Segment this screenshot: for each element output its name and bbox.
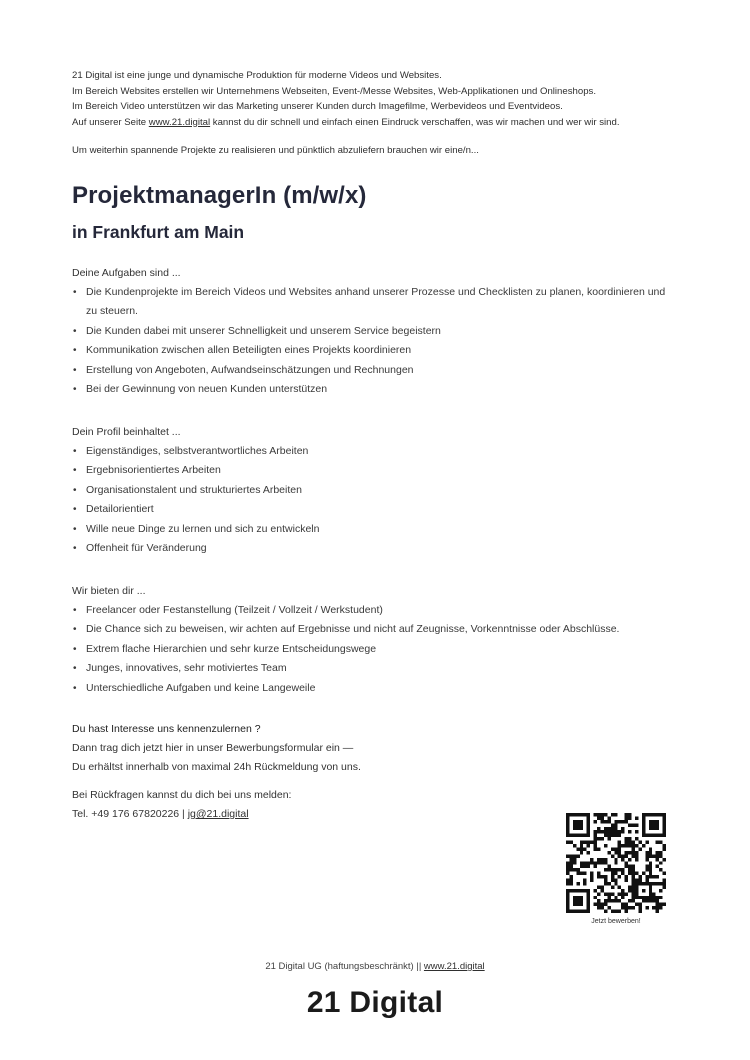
intro-line: Im Bereich Video unterstützen wir das Marketing unserer Kunden durch Imagefilme, Werbevideos und Eventvideos. xyxy=(72,101,563,112)
job-location: in Frankfurt am Main xyxy=(72,221,245,242)
company-name: 21 Digital UG (haftungsbeschränkt) || xyxy=(265,961,424,972)
qr-block xyxy=(566,813,666,925)
footer-company xyxy=(0,961,750,972)
intro-line: Im Bereich Websites erstellen wir Unternehmens Webseiten, Event-/Messe Websites, Web-Applikationen und Onlineshops. xyxy=(72,85,596,97)
intro-text-segment: Auf unserer Seite xyxy=(72,116,149,128)
offer-list xyxy=(72,601,678,699)
list-item: • Offenheit für Veränderung xyxy=(72,539,678,559)
section-offer xyxy=(72,583,678,699)
section-title: Deine Aufgaben sind ... xyxy=(72,266,181,279)
list-item: • Wille neue Dinge zu lernen und sich zu entwickeln xyxy=(72,520,678,540)
list-item: • Detailorientiert xyxy=(72,500,678,520)
qr-code-icon[interactable] xyxy=(566,813,666,913)
contact-block xyxy=(72,720,512,824)
qr-caption: Jetzt bewerben! xyxy=(591,918,641,925)
separator: | xyxy=(179,808,188,820)
list-item: • Extrem flache Hierarchien und sehr kurze Entscheidungswege xyxy=(72,640,678,660)
email-link[interactable]: jg@21.digital xyxy=(187,808,249,820)
list-item: • Unterschiedliche Aufgaben und keine Langeweile xyxy=(72,679,678,699)
profile-list xyxy=(72,442,678,559)
list-item: • Die Chance sich zu beweisen, wir achten auf Ergebnisse und nicht auf Zeugnisse, Vorkenntnisse oder Abschlüsse. xyxy=(72,620,678,640)
list-item: • Bei der Gewinnung von neuen Kunden unterstützen xyxy=(72,380,678,400)
intro-line xyxy=(72,115,678,131)
list-item: • Junges, innovatives, sehr motiviertes Team xyxy=(72,659,678,679)
list-item: • Die Kunden dabei mit unserer Schnelligkeit und unserem Service begeistern xyxy=(72,322,678,342)
brand-logo: 21 Digital xyxy=(306,986,444,1019)
contact-line: Bei Rückfragen kannst du dich bei uns melden: xyxy=(72,789,292,801)
website-link[interactable]: www.21.digital xyxy=(148,116,211,128)
contact-line: Dann trag dich jetzt hier in unser Bewerbungsformular ein — xyxy=(72,742,354,754)
contact-line: Du erhältst innerhalb von maximal 24h Rückmeldung von uns. xyxy=(72,761,361,773)
job-title: ProjektmanagerIn (m/w/x) xyxy=(72,181,367,209)
list-item: • Eigenständiges, selbstverantwortliches Arbeiten xyxy=(72,442,678,462)
list-item: • Kommunikation zwischen allen Beteiligten eines Projekts koordinieren xyxy=(72,341,678,361)
list-item: • Ergebnisorientiertes Arbeiten xyxy=(72,461,678,481)
intro-line: Um weiterhin spannende Projekte zu realisieren und pünktlich abzuliefern brauchen wir eine/n... xyxy=(72,145,479,156)
section-profile xyxy=(72,424,678,559)
contact-title: Du hast Interesse uns kennenzulernen ? xyxy=(72,723,261,735)
intro-line: 21 Digital ist eine junge und dynamische Produktion für moderne Videos und Websites. xyxy=(72,70,442,81)
list-item: • Die Kundenprojekte im Bereich Videos und Websites anhand unserer Prozesse und Checklisten zu planen, koordinieren und zu steuern. xyxy=(72,283,678,322)
section-title: Dein Profil beinhaltet ... xyxy=(72,425,181,438)
contact-details xyxy=(72,805,512,824)
section-tasks xyxy=(72,265,678,400)
intro-text xyxy=(72,68,678,159)
list-item: • Freelancer oder Festanstellung (Teilzeit / Vollzeit / Werkstudent) xyxy=(72,601,678,621)
section-title: Wir bieten dir ... xyxy=(72,584,146,597)
phone-number: Tel. +49 176 67820226 xyxy=(72,808,180,820)
task-list xyxy=(72,283,678,400)
list-item: • Organisationstalent und strukturiertes Arbeiten xyxy=(72,481,678,501)
footer-website-link[interactable]: www.21.digital xyxy=(423,961,485,972)
list-item: • Erstellung von Angeboten, Aufwandseinschätzungen und Rechnungen xyxy=(72,361,678,381)
job-posting xyxy=(72,68,678,824)
intro-text-segment: kannst du dir schnell und einfach einen Eindruck verschaffen, was wir machen und wer wir sind. xyxy=(210,116,620,128)
